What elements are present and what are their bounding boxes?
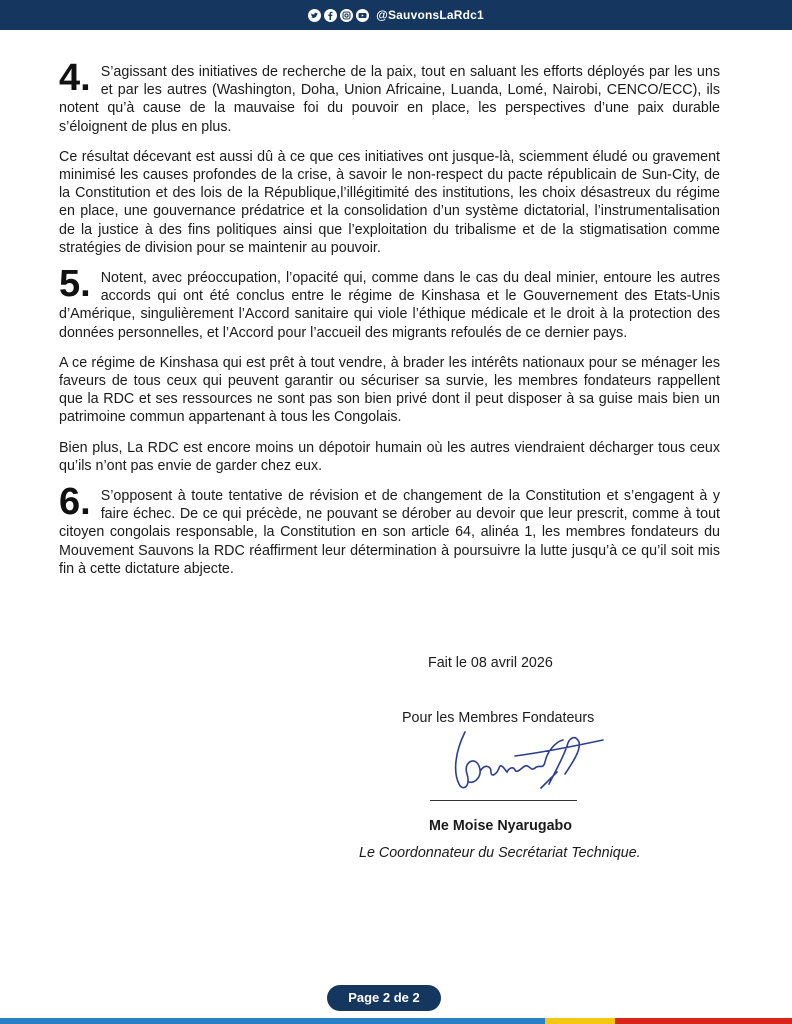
social-handle[interactable]: @SauvonsLaRdc1 [376, 8, 484, 22]
youtube-icon[interactable] [356, 9, 369, 22]
social-icons [308, 8, 484, 22]
date-line: Fait le 08 avril 2026 [428, 655, 553, 671]
signatory-title: Le Coordonnateur du Secrétariat Technique. [359, 845, 641, 861]
section-4 [59, 57, 720, 136]
facebook-icon[interactable] [324, 9, 337, 22]
footer-stripe-red [615, 1018, 792, 1024]
section-number: 5. [59, 263, 91, 306]
section-text: S’opposent à toute tentative de révision et de changement de la Constitution et s’engagent à y faire échec. De ce qui précède, ne pouvant se dérober au devoir que leur prescrit, comme à tout citoyen congolais responsable, la Constitution en son article 64, alinéa 1, les membres fondateurs du Mouvement Sauvons la RDC réaffirment leur détermination à poursuivre la lutte jusqu’à ce qu’il soit mis fin à cette dictature abjecte. [59, 488, 720, 577]
document-body [59, 57, 720, 590]
signatory-name: Me Moise Nyarugabo [429, 818, 572, 834]
page-indicator: Page 2 de 2 [327, 985, 441, 1011]
instagram-icon[interactable] [340, 9, 353, 22]
header-bar [0, 0, 792, 30]
twitter-icon[interactable] [308, 9, 321, 22]
paragraph: Bien plus, La RDC est encore moins un dépotoir humain où les autres viendraient décharger tous ceux qu’ils n’ont pas envie de garder chez eux. [59, 439, 720, 474]
section-text: Notent, avec préoccupation, l’opacité qui, comme dans le cas du deal minier, entoure les autres accords qui ont été conclus entre le régime de Kinshasa et le Gouvernement des Etats-Unis d’Amérique, singulièrement l’Accord sanitaire qui viole l’éthique médicale et le droit à la protection des données personnelles, et l’Accord pour l’accueil des migrants refoulés de ce dernier pays. [59, 270, 720, 341]
section-5 [59, 263, 720, 342]
signature-image [445, 722, 605, 802]
footer-stripe-yellow [545, 1018, 615, 1024]
section-number: 4. [59, 57, 91, 99]
paragraph: Ce résultat décevant est aussi dû à ce que ces initiatives ont jusque-là, sciemment éludé ou gravement minimisé les causes profondes de la crise, à savoir le non-respect du pacte républicain de Sun-City, de la Constitution et des lois de la République,l’illégitimité des institutions, les choix désastreux du régime en place, une gouvernance prédatrice et la consolidation d’un système dictatorial, l’instrumentalisation de la justice à des fins politiques ainsi que l’exploitation du tribalisme et de la stigmatisation comme stratégies de division pour se maintenir au pouvoir. [59, 148, 720, 256]
section-text: S’agissant des initiatives de recherche de la paix, tout en saluant les efforts déployés par les uns et par les autres (Washington, Doha, Union Africaine, Luanda, Lomé, Nairobi, CENCO/ECC), ils notent qu’à cause de la mauvaise foi du pouvoir en place, les perspectives d’une paix durable s’éloignent de plus en plus. [59, 64, 720, 135]
section-6 [59, 481, 720, 578]
paragraph: A ce régime de Kinshasa qui est prêt à tout vendre, à brader les intérêts nationaux pour se ménager les faveurs de tous ceux qui peuvent garantir ou sécuriser sa survie, les membres fondateurs rappellent que la RDC et ses ressources ne sont pas son bien privé dont il peut disposer à sa guise mais bien un patrimoine commun appartenant à tous les Congolais. [59, 354, 720, 426]
signature-line [430, 800, 577, 801]
footer-stripe-blue [0, 1018, 545, 1024]
section-number: 6. [59, 481, 91, 524]
for-members-line: Pour les Membres Fondateurs [402, 710, 595, 726]
